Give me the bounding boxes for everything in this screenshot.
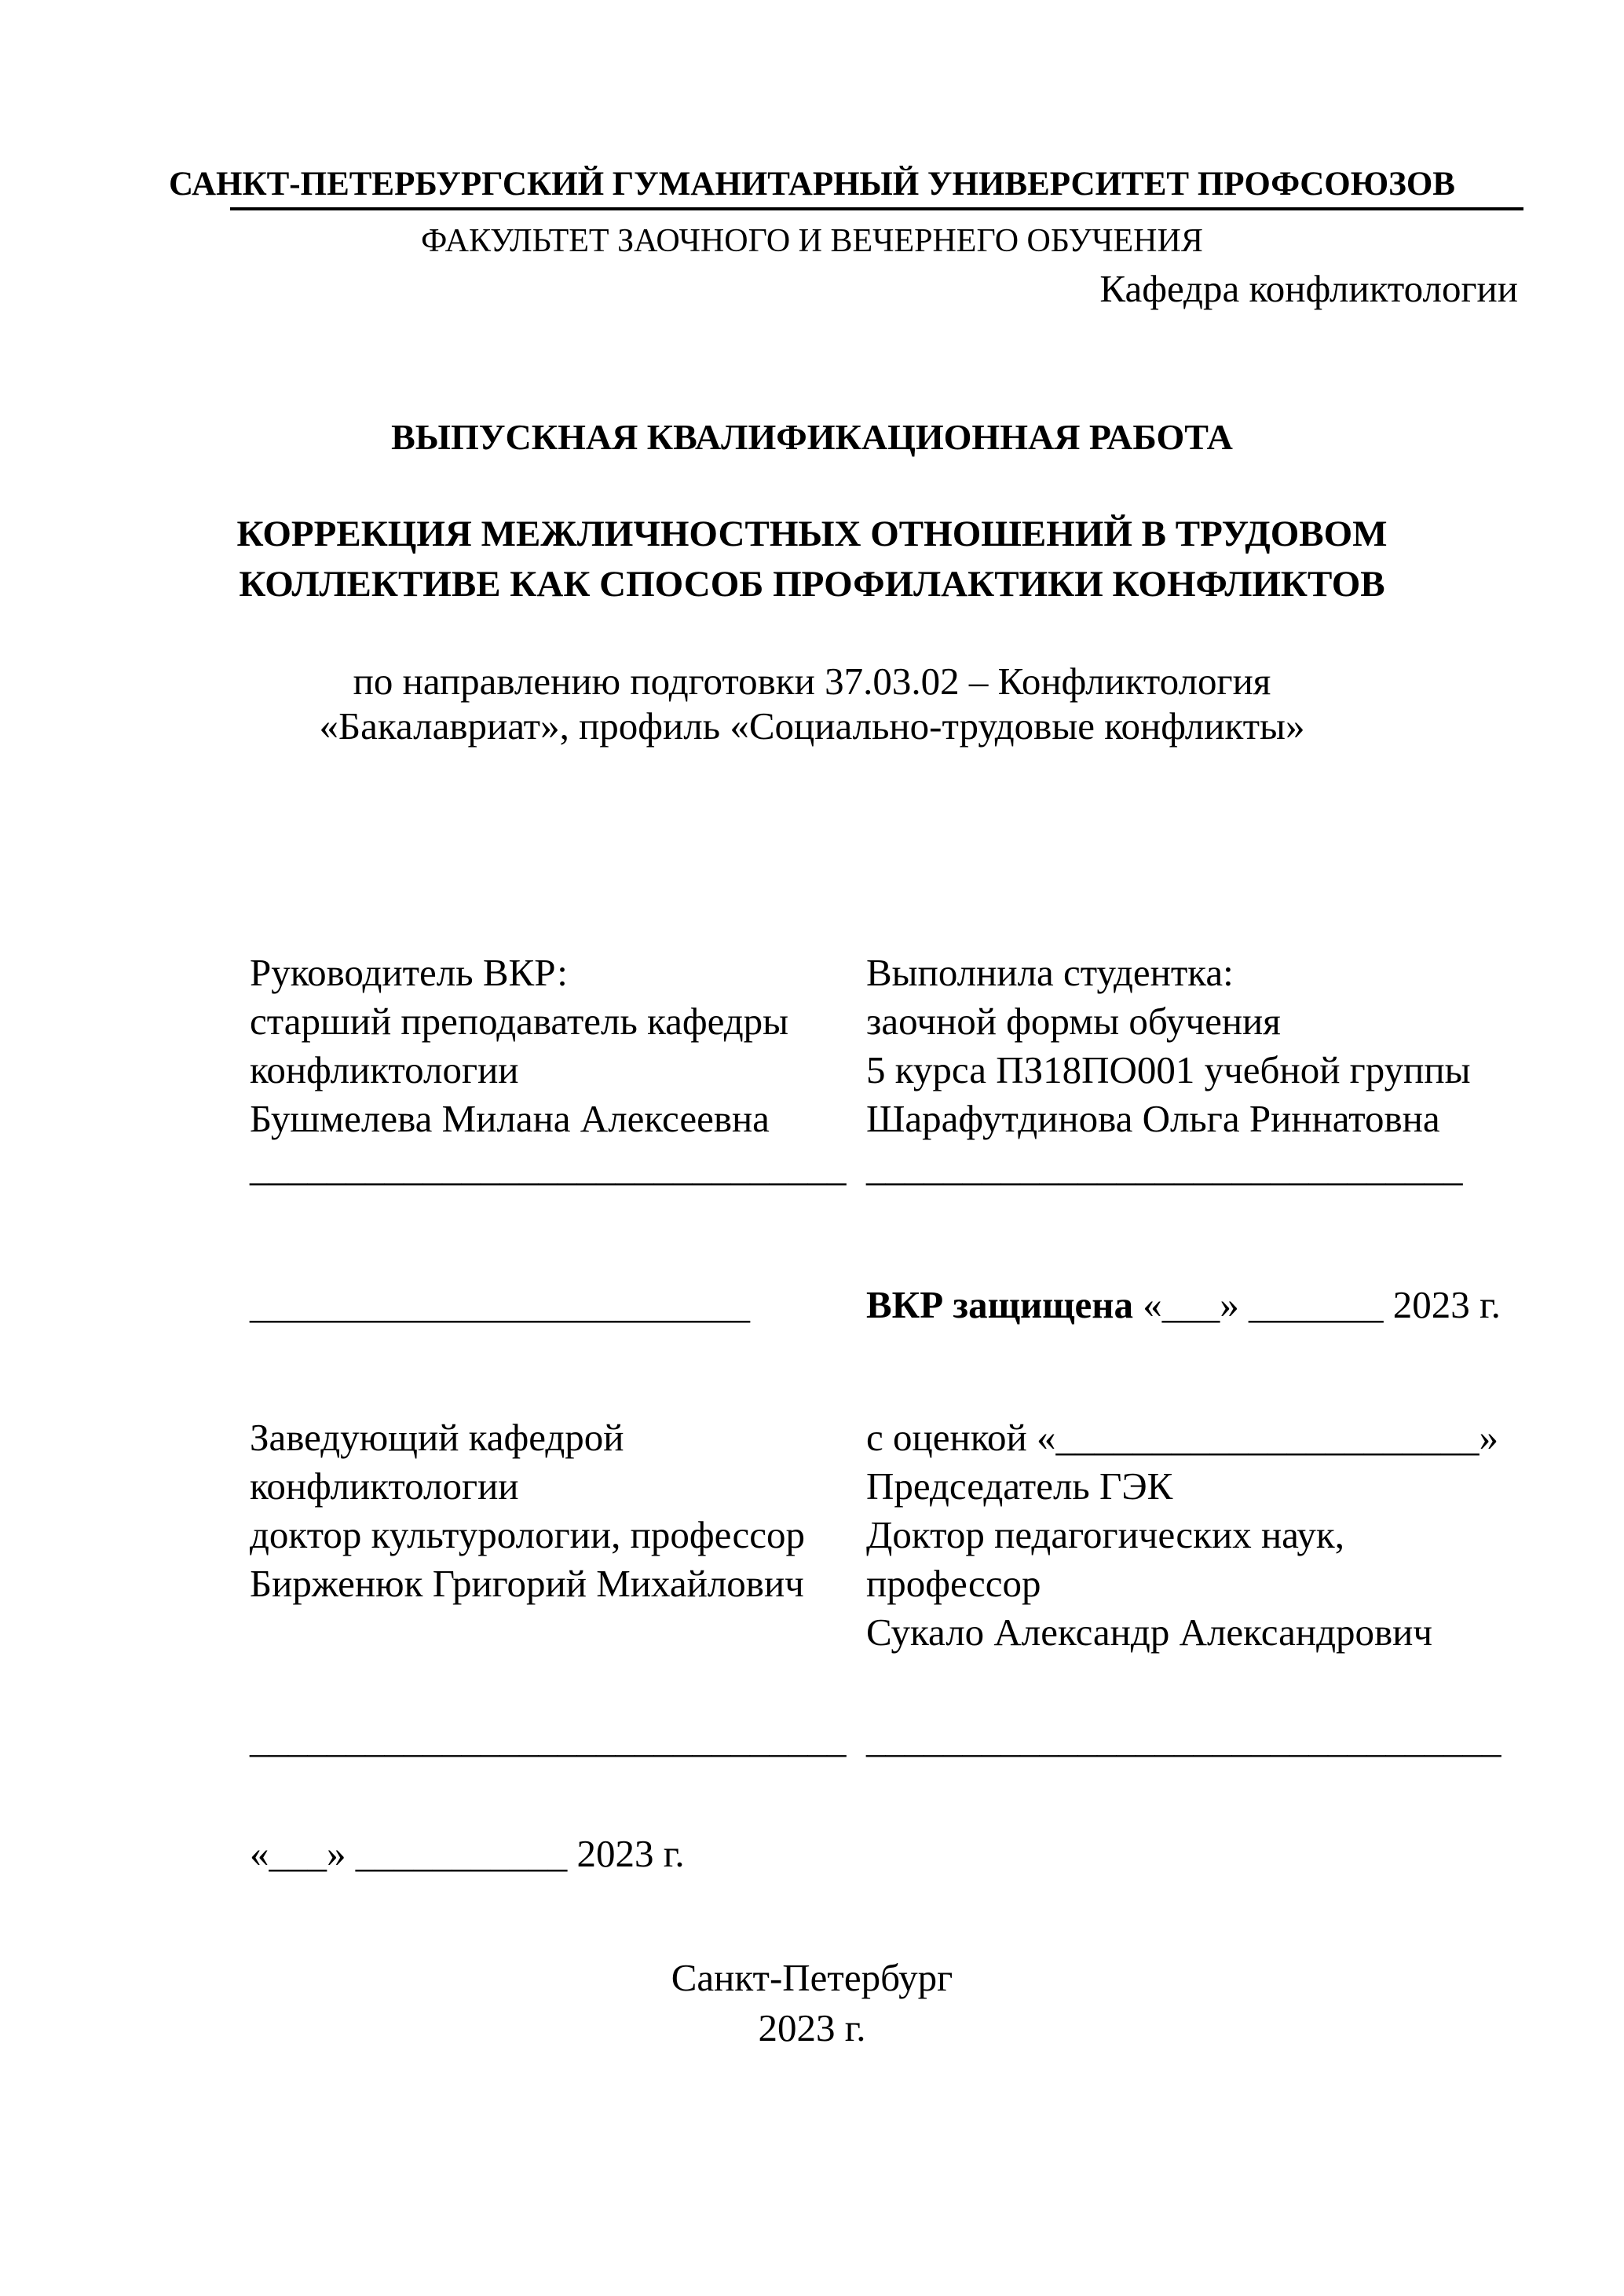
university-name: САНКТ-ПЕТЕРБУРГСКИЙ ГУМАНИТАРНЫЙ УНИВЕРСИТЕТ ПРОФСОЮЗОВ bbox=[169, 166, 1455, 203]
head-signature-line: _______________________________ bbox=[250, 1717, 847, 1760]
supervisor-position: старший преподаватель кафедры bbox=[250, 1000, 789, 1043]
head-date: «___» ___________ 2023 г. bbox=[250, 1832, 685, 1875]
defense-date: «___» _______ 2023 г. bbox=[1133, 1283, 1501, 1326]
supervisor-extra-line: __________________________ bbox=[250, 1283, 750, 1326]
supervisor-name: Бушмелева Милана Алексеевна bbox=[250, 1097, 770, 1140]
supervisor-signature-line: _______________________________ bbox=[250, 1146, 847, 1189]
header-divider bbox=[230, 207, 1523, 210]
topic-line-2: КОЛЛЕКТИВЕ КАК СПОСОБ ПРОФИЛАКТИКИ КОНФЛИКТОВ bbox=[239, 564, 1385, 605]
defense-status bbox=[866, 1281, 1501, 1329]
direction-line-1: по направлению подготовки 37.03.02 – Конфликтология bbox=[353, 660, 1271, 703]
chairman-label: Председатель ГЭК bbox=[866, 1464, 1173, 1508]
department-name: Кафедра конфликтологии bbox=[1099, 267, 1518, 310]
head-name: Бирженюк Григорий Михайлович bbox=[250, 1562, 804, 1605]
head-label: Заведующий кафедрой bbox=[250, 1416, 624, 1459]
student-label: Выполнила студентка: bbox=[866, 951, 1234, 994]
direction-line-2: «Бакалавриат», профиль «Социально-трудовые конфликты» bbox=[319, 704, 1305, 748]
defense-label: ВКР защищена bbox=[866, 1283, 1134, 1326]
student-group: 5 курса ПЗ18ПО001 учебной группы bbox=[866, 1048, 1471, 1091]
topic-line-1: КОРРЕКЦИЯ МЕЖЛИЧНОСТНЫХ ОТНОШЕНИЙ В ТРУДОВОМ bbox=[236, 514, 1388, 554]
footer-city: Санкт-Петербург bbox=[671, 1956, 953, 1999]
head-degree: доктор культурологии, профессор bbox=[250, 1513, 806, 1556]
chairman-title: профессор bbox=[866, 1562, 1041, 1605]
chairman-degree: Доктор педагогических наук, bbox=[866, 1513, 1344, 1556]
footer-year: 2023 г. bbox=[758, 2006, 866, 2049]
faculty-name: ФАКУЛЬТЕТ ЗАОЧНОГО И ВЕЧЕРНЕГО ОБУЧЕНИЯ bbox=[421, 223, 1203, 259]
student-signature-line: _______________________________ bbox=[866, 1146, 1463, 1189]
chairman-name: Сукало Александр Александрович bbox=[866, 1610, 1433, 1654]
chairman-signature-line: _________________________________ bbox=[866, 1717, 1501, 1760]
head-department: конфликтологии bbox=[250, 1464, 519, 1508]
work-type-title: ВЫПУСКНАЯ КВАЛИФИКАЦИОННАЯ РАБОТА bbox=[391, 417, 1233, 457]
defense-grade: с оценкой «______________________» bbox=[866, 1416, 1498, 1459]
supervisor-label: Руководитель ВКР: bbox=[250, 951, 568, 994]
student-study-form: заочной формы обучения bbox=[866, 1000, 1281, 1043]
supervisor-department: конфликтологии bbox=[250, 1048, 519, 1091]
student-name: Шарафутдинова Ольга Риннатовна bbox=[866, 1097, 1440, 1140]
